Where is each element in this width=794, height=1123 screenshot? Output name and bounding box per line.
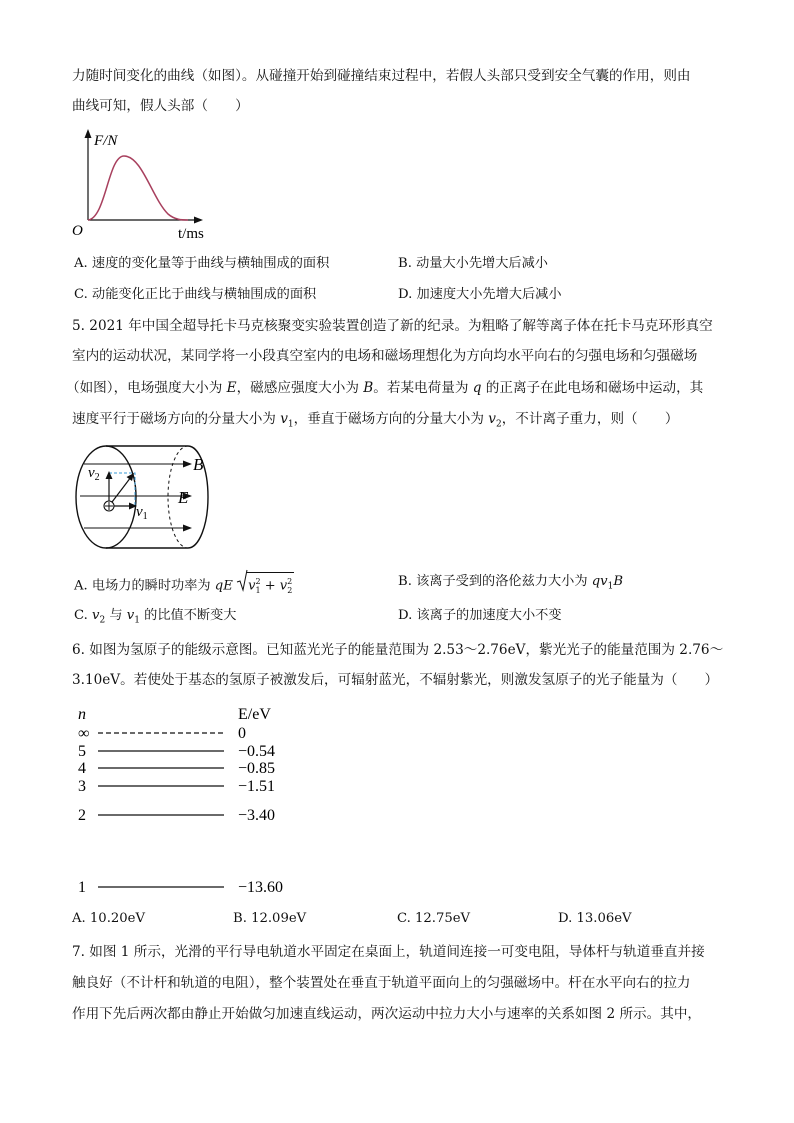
q4-option-d: D. 加速度大小先增大后减小 (398, 287, 562, 302)
q5-field-cylinder-figure (70, 440, 230, 556)
q4-intro-line1: 力随时间变化的曲线（如图）。从碰撞开始到碰撞结束过程中，若假人头部只受到安全气囊的作用，则由 (72, 68, 691, 84)
q5-option-c-v2: v (92, 608, 100, 623)
q6-option-b: B. 12.09eV (233, 911, 307, 926)
q5-option-d: D. 该离子的加速度大小不变 (398, 608, 562, 623)
q6-level-energy-label: −3.40 (238, 807, 276, 824)
q6-level-n-label: 3 (78, 778, 86, 795)
q4-force-curve (88, 156, 188, 220)
q5-label-b: B (193, 455, 204, 474)
q5-line4-text-c: ，不计离子重力，则（ ） (501, 411, 679, 427)
q6-level-n-label: 5 (78, 743, 86, 760)
q4-force-time-graph (70, 128, 210, 243)
q6-level-energy-label: 0 (238, 725, 246, 742)
q5-line4-text-a: 速度平行于磁场方向的分量大小为 (72, 411, 281, 427)
q6-line1: 6. 如图为氢原子的能级示意图。已知蓝光光子的能量范围为 2.53～2.76eV，紫光光子的能量范围为 2.76～ (72, 642, 724, 658)
q6-level-energy-label: −13.60 (238, 879, 284, 896)
q6-level-energy-label: −1.51 (238, 778, 276, 795)
q7-line2: 触良好（不计杆和轨道的电阻），整个装置处在垂直于轨道平面向上的匀强磁场中。杆在水平向右的拉力 (72, 975, 691, 991)
q7-line1: 7. 如图 1 所示，光滑的平行导电轨道水平固定在桌面上，轨道间连接一可变电阻，导体杆与轨道垂直并接 (72, 944, 705, 960)
q7-line3: 作用下先后两次都由静止开始做匀加速直线运动，两次运动中拉力大小与速率的关系如图 2 所示。其中， (72, 1006, 702, 1022)
q5-option-c-v1-sub: 1 (134, 615, 140, 626)
q5-option-b-prefix: B. 该离子受到的洛伦兹力大小为 (398, 574, 592, 589)
q5-cylinder-back-face (76, 446, 136, 548)
q6-level-n-label: ∞ (78, 725, 90, 742)
q5-line3-symbol-q: q (472, 380, 482, 396)
q5-option-b-sub: 1 (607, 581, 614, 592)
q4-origin-label: O (72, 223, 83, 239)
q6-line2: 3.10eV。若使处于基态的氢原子被激发后，可辐射蓝光，不辐射紫光，则激发氢原子的光子能量为（ ） (72, 672, 719, 688)
q5-label-v1: $v_1$ (136, 504, 148, 522)
q4-option-a: A. 速度的变化量等于曲线与横轴围成的面积 (74, 256, 330, 271)
q6-option-d: D. 13.06eV (558, 911, 632, 926)
q6-option-c: C. 12.75eV (397, 911, 471, 926)
q5-option-c-end: 的比值不断变大 (139, 608, 237, 623)
q4-option-b: B. 动量大小先增大后减小 (398, 256, 548, 271)
q5-line3-symbol-e: E (226, 380, 237, 396)
q6-levels (78, 725, 283, 896)
q6-level-n-label: 2 (78, 807, 86, 824)
q4-y-axis-label: F/N (94, 133, 118, 149)
q5-line4-symbol-v1: v (280, 411, 288, 427)
q6-e-header: E/eV (238, 706, 271, 723)
q5-line4-symbol-v2: v (488, 411, 496, 427)
q5-option-a-formula: qE (214, 578, 233, 594)
q5-cylinder-outline (106, 446, 188, 548)
q5-option-c-prefix: C. (74, 608, 93, 623)
q5-line3-text-d: 的正离子在此电场和磁场中运动，其 (481, 380, 704, 396)
q5-line4-text-b: ，垂直于磁场方向的分量大小为 (293, 411, 489, 427)
q5-line3-symbol-b: B (363, 380, 374, 396)
q5-option-a (74, 572, 294, 600)
q5-option-b (398, 572, 623, 597)
q6-energy-level-diagram (70, 700, 310, 900)
q5-line1: 5. 2021 年中国全超导托卡马克核聚变实验装置创造了新的纪录。为粗略了解等离子体在托卡马克环形真空 (72, 318, 713, 334)
q6-n-header: n (78, 706, 86, 723)
q5-line4-symbol-v1-sub: 1 (287, 419, 294, 430)
q4-intro-line2: 曲线可知，假人头部（ ） (72, 98, 249, 114)
q5-label-v2: $v_2$ (88, 465, 100, 483)
q6-level-n-label: 4 (78, 760, 86, 777)
q5-label-e: E (178, 488, 189, 507)
q6-level-energy-label: −0.85 (238, 760, 276, 777)
q5-line4 (72, 409, 678, 435)
q5-line3-text-b: ，磁感应强度大小为 (236, 380, 364, 396)
q5-line3 (66, 378, 703, 398)
q5-option-c (74, 606, 236, 631)
q5-option-c-mid: 与 (105, 608, 127, 623)
q5-option-c-v1: v (126, 608, 135, 623)
q5-option-b-end: B (613, 574, 624, 589)
q5-line3-text-a: （如图），电场强度大小为 (66, 380, 227, 396)
q5-option-b-formula: qv (591, 574, 608, 589)
q4-option-c: C. 动能变化正比于曲线与横轴围成的面积 (74, 287, 317, 302)
q6-level-n-label: 1 (78, 879, 86, 896)
q5-line3-text-c: 。若某电荷量为 (373, 380, 473, 396)
q4-x-axis-label: t/ms (178, 226, 204, 242)
q5-option-c-v2-sub: 2 (99, 615, 106, 626)
q6-level-energy-label: −0.54 (238, 743, 276, 760)
q5-line2: 室内的运动状况，某同学将一小段真空室内的电场和磁场理想化为方向均水平向右的匀强电场和匀强磁场 (72, 348, 698, 364)
q6-option-a: A. 10.20eV (72, 911, 145, 926)
q5-option-a-sqrt: $v^2_1 + v^2_2$ (237, 572, 294, 600)
q5-line4-symbol-v2-sub: 2 (495, 419, 502, 430)
q5-option-a-prefix: A. 电场力的瞬时功率为 (74, 578, 215, 594)
